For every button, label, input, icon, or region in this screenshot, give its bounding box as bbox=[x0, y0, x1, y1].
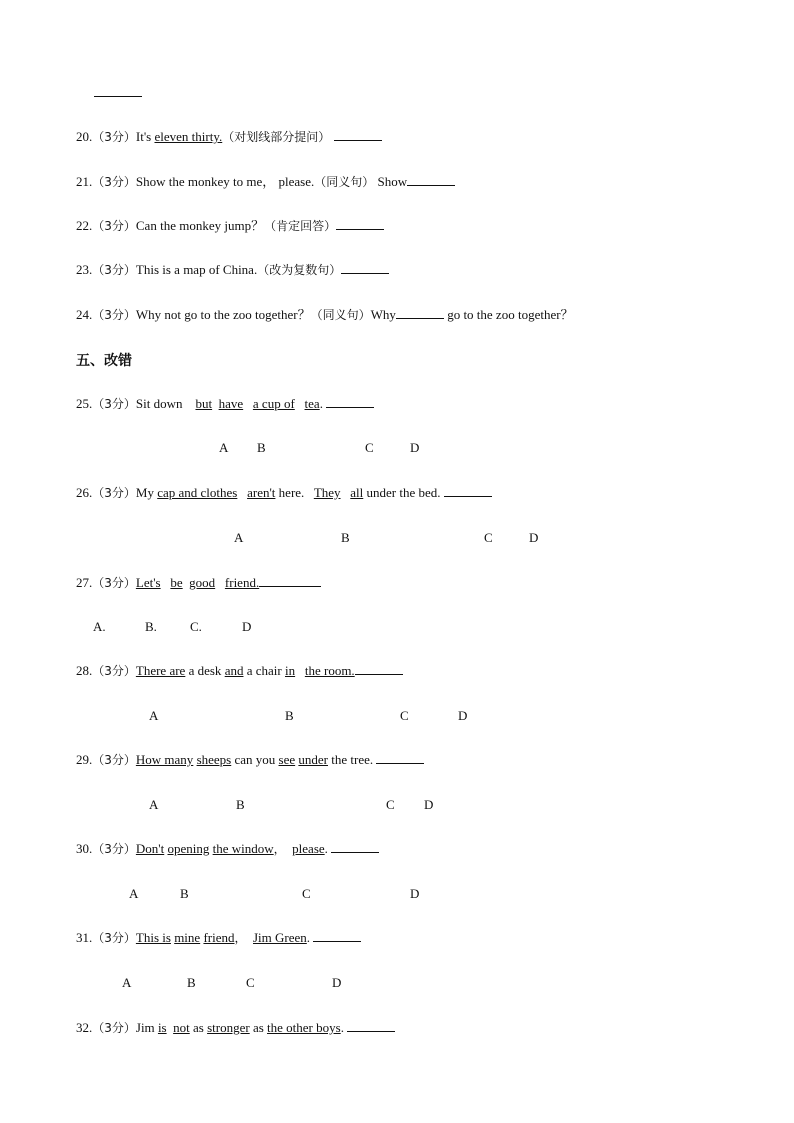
question-text: Why not go to the zoo together？ bbox=[135, 307, 311, 322]
question-number: 25. bbox=[76, 396, 93, 411]
option-b-text: sheeps bbox=[196, 752, 232, 767]
option-letter: D bbox=[410, 440, 420, 455]
option-letter: B bbox=[187, 975, 196, 990]
option-letter: A. bbox=[93, 619, 106, 634]
question-score: （3分） bbox=[92, 1021, 136, 1035]
question-29: 29.（3分）How many sheeps can you see under the tree. bbox=[76, 751, 424, 768]
answer-blank[interactable] bbox=[396, 306, 444, 319]
option-letter: B bbox=[341, 530, 350, 545]
question-number: 31. bbox=[76, 930, 93, 945]
option-d-text: Jim Green bbox=[253, 930, 307, 945]
option-letter: C bbox=[365, 440, 374, 455]
answer-blank[interactable] bbox=[376, 751, 424, 764]
option-letter: C. bbox=[190, 619, 202, 634]
answer-blank[interactable] bbox=[334, 128, 382, 141]
question-32: 32.（3分）Jim is not as stronger as the other boys. bbox=[76, 1019, 395, 1036]
question-30: 30.（3分）Don't opening the window， please. bbox=[76, 840, 379, 857]
option-letter: A bbox=[122, 975, 132, 990]
option-letter: B bbox=[285, 708, 294, 723]
question-21 bbox=[76, 173, 455, 190]
option-letter: C bbox=[302, 886, 311, 901]
instruction: （同义句） bbox=[310, 308, 371, 322]
question-26: 26.（3分）My cap and clothes aren't here. They all under the bed. bbox=[76, 484, 492, 501]
option-letter: A bbox=[234, 530, 244, 545]
answer-blank[interactable] bbox=[407, 173, 455, 186]
option-d-text: all bbox=[350, 485, 364, 500]
answer-blank[interactable] bbox=[326, 395, 374, 408]
instruction: （肯定回答） bbox=[264, 219, 337, 233]
option-letter: C bbox=[386, 797, 395, 812]
answer-blank[interactable] bbox=[313, 929, 361, 942]
option-b-text: have bbox=[218, 396, 244, 411]
option-b-text: mine bbox=[174, 930, 201, 945]
option-letter: B bbox=[257, 440, 266, 455]
question-number: 20. bbox=[76, 129, 93, 144]
option-c-text: friend bbox=[203, 930, 235, 945]
answer-blank[interactable] bbox=[259, 574, 321, 587]
question-number: 32. bbox=[76, 1020, 93, 1035]
option-letter: C bbox=[400, 708, 409, 723]
question-25: 25.（3分）Sit down but have a cup of tea. bbox=[76, 395, 374, 412]
option-letter: A bbox=[149, 708, 159, 723]
option-letter: C bbox=[246, 975, 255, 990]
question-24 bbox=[76, 306, 574, 323]
question-score: （3分） bbox=[92, 486, 136, 500]
question-number: 28. bbox=[76, 663, 93, 678]
option-letter: A bbox=[219, 440, 229, 455]
question-score: （3分） bbox=[92, 576, 136, 590]
question-text: My bbox=[135, 485, 158, 500]
option-letter: D bbox=[424, 797, 434, 812]
option-letter: A bbox=[129, 886, 139, 901]
question-score: （3分） bbox=[92, 842, 136, 856]
option-letter: D bbox=[242, 619, 252, 634]
option-c-text: the window bbox=[212, 841, 274, 856]
option-a-text: cap and clothes bbox=[157, 485, 238, 500]
option-b-text: aren't bbox=[247, 485, 276, 500]
question-text: Can the monkey jump？ bbox=[135, 218, 265, 233]
instruction: （对划线部分提问） bbox=[222, 130, 331, 144]
option-d-text: the room. bbox=[304, 663, 355, 678]
question-score: （3分） bbox=[92, 931, 136, 945]
question-20 bbox=[76, 128, 382, 145]
question-number: 22. bbox=[76, 218, 93, 233]
option-letter: D bbox=[458, 708, 468, 723]
option-c-text: good bbox=[189, 575, 216, 590]
option-a-text: There are bbox=[135, 663, 186, 678]
option-a-text: Let's bbox=[135, 575, 161, 590]
answer-prefix: Show bbox=[377, 174, 408, 189]
instruction: （改为复数句） bbox=[257, 263, 342, 277]
option-c-text: They bbox=[313, 485, 341, 500]
option-d-text: under bbox=[298, 752, 328, 767]
option-letter: B. bbox=[145, 619, 157, 634]
option-c-text: in bbox=[284, 663, 296, 678]
question-27 bbox=[76, 574, 321, 591]
question-28: 28.（3分）There are a desk and a chair in the room. bbox=[76, 662, 403, 679]
section-heading: 五、改错 bbox=[76, 353, 132, 369]
option-b-text: and bbox=[224, 663, 244, 678]
question-31: 31.（3分）This is mine friend， Jim Green. bbox=[76, 929, 361, 946]
question-score: （3分） bbox=[92, 263, 136, 277]
question-number: 26. bbox=[76, 485, 93, 500]
option-c-text: stronger bbox=[207, 1020, 250, 1035]
answer-blank[interactable] bbox=[355, 662, 403, 675]
question-score: （3分） bbox=[92, 130, 136, 144]
answer-prefix: Why bbox=[370, 307, 396, 322]
question-number: 29. bbox=[76, 752, 93, 767]
question-23 bbox=[76, 261, 389, 278]
option-letter: B bbox=[236, 797, 245, 812]
option-c-text: see bbox=[278, 752, 296, 767]
question-score: （3分） bbox=[92, 397, 136, 411]
option-a-text: Don't bbox=[135, 841, 165, 856]
option-a-text: but bbox=[195, 396, 213, 411]
answer-blank[interactable] bbox=[341, 261, 389, 274]
question-text: This is a map of China. bbox=[135, 262, 258, 277]
question-score: （3分） bbox=[92, 308, 136, 322]
instruction: （同义句） bbox=[314, 175, 375, 189]
question-number: 23. bbox=[76, 262, 93, 277]
question-text: Sit down bbox=[135, 396, 186, 411]
question-number: 24. bbox=[76, 307, 93, 322]
question-number: 27. bbox=[76, 575, 93, 590]
option-d-text: the other boys bbox=[267, 1020, 341, 1035]
option-b-text: not bbox=[173, 1020, 190, 1035]
option-b-text: be bbox=[170, 575, 183, 590]
answer-blank-top bbox=[94, 96, 142, 97]
option-c-text: a cup of bbox=[252, 396, 295, 411]
option-d-text: tea bbox=[304, 396, 320, 411]
option-letter: D bbox=[529, 530, 539, 545]
option-d-text: friend. bbox=[224, 575, 260, 590]
answer-blank[interactable] bbox=[336, 217, 384, 230]
option-b-text: opening bbox=[167, 841, 210, 856]
underlined-part: eleven thirty. bbox=[154, 129, 223, 144]
option-a-text: This is bbox=[135, 930, 171, 945]
question-score: （3分） bbox=[92, 664, 136, 678]
question-score: （3分） bbox=[92, 753, 136, 767]
question-22 bbox=[76, 217, 384, 234]
answer-blank[interactable] bbox=[347, 1019, 395, 1032]
option-letter: D bbox=[410, 886, 420, 901]
question-text: It's bbox=[135, 129, 155, 144]
question-score: （3分） bbox=[92, 175, 136, 189]
question-number: 21. bbox=[76, 174, 93, 189]
option-a-text: How many bbox=[135, 752, 194, 767]
answer-blank[interactable] bbox=[444, 484, 492, 497]
option-letter: D bbox=[332, 975, 342, 990]
option-letter: A bbox=[149, 797, 159, 812]
answer-blank[interactable] bbox=[331, 840, 379, 853]
option-d-text: please bbox=[292, 841, 325, 856]
question-number: 30. bbox=[76, 841, 93, 856]
question-score: （3分） bbox=[92, 219, 136, 233]
option-letter: C bbox=[484, 530, 493, 545]
option-a-text: is bbox=[157, 1020, 167, 1035]
option-letter: B bbox=[180, 886, 189, 901]
answer-suffix: go to the zoo together？ bbox=[443, 307, 574, 322]
question-text: Show the monkey to me， please. bbox=[135, 174, 315, 189]
